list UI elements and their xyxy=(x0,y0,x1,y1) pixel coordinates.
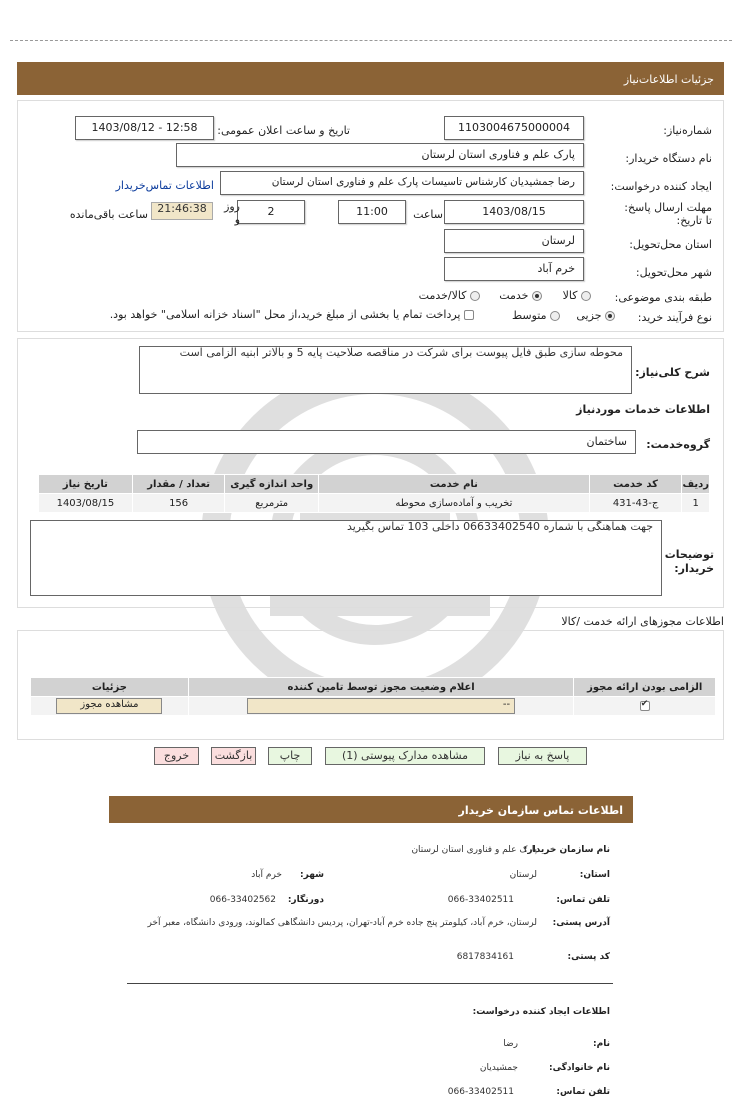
page-title: جزئیات اطلاعات‌نیاز xyxy=(623,73,714,86)
radio-goods[interactable] xyxy=(581,291,591,301)
cell-unit: مترمربع xyxy=(225,494,319,513)
city-label: شهر محل‌تحویل: xyxy=(635,266,712,279)
remaining-label: ساعت باقی‌مانده xyxy=(69,208,148,221)
col-permit-required: الزامی بودن ارائه مجوز xyxy=(574,678,716,697)
fax-value: 066-33402562 xyxy=(209,895,276,905)
contact-divider xyxy=(127,983,613,984)
org-value: پارک علم و فناوری استان لرستان xyxy=(411,845,537,855)
exit-button[interactable]: خروج xyxy=(154,747,199,765)
permits-table-header xyxy=(31,678,716,697)
last-name-label: نام خانوادگی: xyxy=(548,1063,610,1073)
buyer-field: پارک علم و فناوری استان لرستان xyxy=(176,143,584,167)
creator-phone-value: 066-33402511 xyxy=(447,1087,514,1097)
description-textarea: محوطه سازی طبق فایل پیوست برای شرکت در مناقصه صلاحیت پایه 5 و بالاتر ابنیه الزامی است xyxy=(139,346,632,394)
cell-permit-details xyxy=(31,697,189,716)
cell-quantity: 156 xyxy=(132,494,225,513)
creator-label: ایجاد کننده درخواست: xyxy=(610,180,712,193)
col-row: ردیف xyxy=(682,475,710,494)
province-contact-label: استان: xyxy=(579,870,610,880)
deadline-time-field: 11:00 xyxy=(338,200,406,224)
cell-name: تخریب و آماده‌سازی محوطه xyxy=(319,494,590,513)
postal-value: 6817834161 xyxy=(456,952,514,962)
treasury-checkbox[interactable] xyxy=(464,310,474,320)
permit-status-field: -- xyxy=(247,698,515,714)
org-label: نام سازمان خریدار: xyxy=(523,845,610,855)
contact-title: اطلاعات تماس سازمان خریدار xyxy=(458,804,623,817)
col-date: تاریخ نیاز xyxy=(39,475,133,494)
process-label: نوع فرآیند خرید: xyxy=(637,311,712,324)
creator-phone-label: تلفن تماس: xyxy=(556,1087,610,1097)
col-unit: واحد اندازه گیری xyxy=(225,475,319,494)
table-row xyxy=(39,494,710,513)
cell-permit-required xyxy=(574,697,716,716)
back-button[interactable]: بازگشت xyxy=(211,747,256,765)
col-code: کد خدمت xyxy=(589,475,682,494)
cell-permit-status xyxy=(188,697,574,716)
col-quantity: تعداد / مقدار xyxy=(132,475,225,494)
city-contact-label: شهر: xyxy=(300,870,324,880)
col-permit-details: جزئیات xyxy=(31,678,189,697)
buyer-notes-label: توضیحات خریدار: xyxy=(664,548,714,575)
first-name-label: نام: xyxy=(593,1039,610,1049)
page-header xyxy=(17,62,724,95)
announce-label: تاریخ و ساعت اعلان عمومی: xyxy=(217,124,350,137)
last-name-value: جمشیدیان xyxy=(479,1063,518,1073)
services-section-title: اطلاعات خدمات موردنیاز xyxy=(576,403,710,416)
phone-value: 066-33402511 xyxy=(447,895,514,905)
fax-label: دورنگار: xyxy=(287,895,324,905)
deadline-date-field: 1403/08/15 xyxy=(444,200,584,224)
permits-table xyxy=(30,677,716,716)
category-option-goods-service[interactable]: کالا/خدمت xyxy=(419,289,480,302)
category-option-service[interactable]: خدمت xyxy=(499,289,542,302)
announce-field: 1403/08/12 - 12:58 xyxy=(75,116,214,140)
services-table-header xyxy=(39,475,710,494)
contact-header xyxy=(109,796,633,823)
process-option-minor[interactable]: جزیی xyxy=(576,309,615,322)
permit-required-checkbox[interactable] xyxy=(640,701,650,711)
address-value: لرستان، خرم آباد، کیلومتر پنج جاده خرم آباد-تهران، پردیس دانشگاهی کمالوند، ورودی دانشگاه، معبر آخر xyxy=(147,918,537,928)
province-contact-value: لرستان xyxy=(509,870,537,880)
process-option-medium[interactable]: متوسط xyxy=(512,309,560,322)
permits-title: اطلاعات مجوزهای ارائه خدمت /کالا xyxy=(561,615,724,628)
category-label: طبقه بندی موضوعی: xyxy=(614,291,712,304)
days-label: روز و xyxy=(224,200,240,226)
description-label: شرح کلی‌نیاز: xyxy=(635,366,710,379)
buyer-contact-link[interactable]: اطلاعات تماس‌خریدار xyxy=(115,179,214,192)
view-permit-button[interactable]: مشاهده مجوز xyxy=(56,698,162,714)
col-permit-status: اعلام وضعیت مجوز توسط تامین کننده xyxy=(188,678,574,697)
services-table xyxy=(38,474,710,513)
deadline-label: مهلت ارسال پاسخ: تا تاریخ: xyxy=(624,201,712,227)
buyer-label: نام دستگاه خریدار: xyxy=(625,152,712,165)
category-option-goods[interactable]: کالا xyxy=(563,289,591,302)
cell-code: ج-43-431 xyxy=(589,494,682,513)
buyer-notes-textarea: جهت هماهنگی با شماره 06633402540 داخلی 103 تماس بگیرید xyxy=(30,520,662,596)
cell-date: 1403/08/15 xyxy=(39,494,133,513)
time-label: ساعت xyxy=(413,208,443,221)
city-field: خرم آباد xyxy=(444,257,584,281)
postal-label: کد پستی: xyxy=(567,952,610,962)
table-row xyxy=(31,697,716,716)
need-number-field: 1103004675000004 xyxy=(444,116,584,140)
first-name-value: رضا xyxy=(503,1039,518,1049)
col-name: نام خدمت xyxy=(319,475,590,494)
top-divider xyxy=(10,40,732,41)
radio-goods-service[interactable] xyxy=(470,291,480,301)
treasury-payment-option[interactable]: پرداخت تمام یا بخشی از مبلغ خرید،از محل "اسناد خزانه اسلامی" خواهد بود. xyxy=(110,308,474,321)
reply-button[interactable]: پاسخ به نیاز xyxy=(498,747,587,765)
service-group-field: ساختمان xyxy=(137,430,636,454)
phone-label: تلفن تماس: xyxy=(556,895,610,905)
attachments-button[interactable]: مشاهده مدارک پیوستی (1) xyxy=(325,747,485,765)
days-field: 2 xyxy=(237,200,305,224)
remaining-time-box: 21:46:38 xyxy=(151,202,213,220)
need-number-label: شماره‌نیاز: xyxy=(663,124,712,137)
creator-field: رضا جمشیدیان کارشناس تاسیسات پارک علم و فناوری استان لرستان xyxy=(220,171,584,195)
creator-info-title: اطلاعات ایجاد کننده درخواست: xyxy=(472,1007,610,1017)
radio-minor[interactable] xyxy=(605,311,615,321)
city-contact-value: خرم آباد xyxy=(251,870,282,880)
service-group-label: گروه‌خدمت: xyxy=(646,438,710,451)
province-field: لرستان xyxy=(444,229,584,253)
address-label: آدرس پستی: xyxy=(552,918,610,928)
radio-service[interactable] xyxy=(532,291,542,301)
radio-medium[interactable] xyxy=(550,311,560,321)
province-label: استان محل‌تحویل: xyxy=(629,238,712,251)
print-button[interactable]: چاپ xyxy=(268,747,312,765)
cell-row: 1 xyxy=(682,494,710,513)
